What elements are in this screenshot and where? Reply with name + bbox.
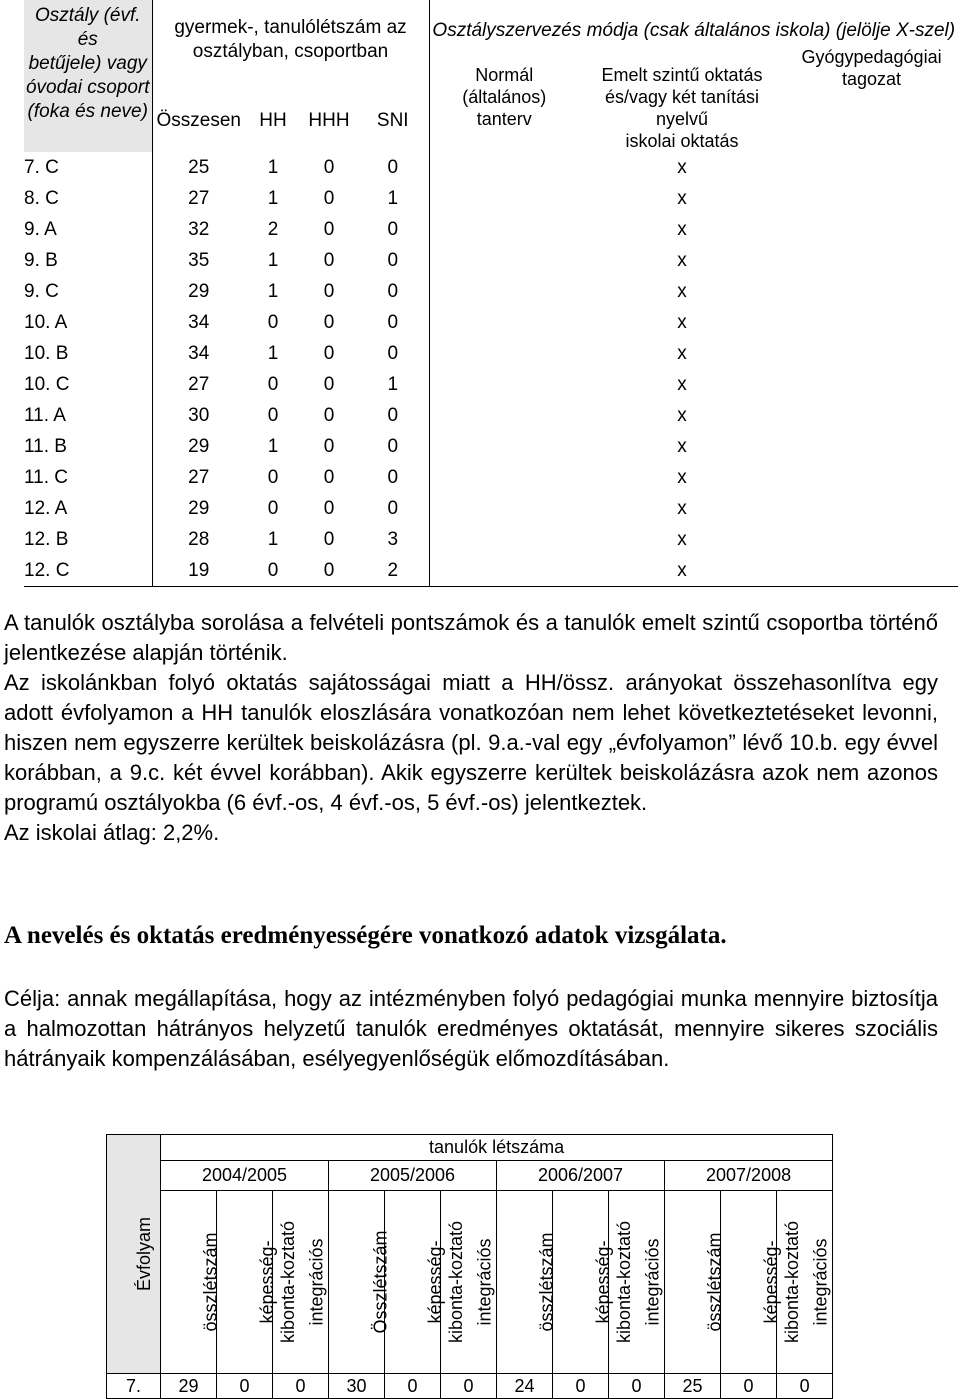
sni-cell: 0	[387, 497, 399, 519]
osszesen-cell: 32	[188, 218, 210, 240]
sni-cell: 0	[387, 280, 399, 302]
sni-cell: 1	[387, 373, 399, 395]
paragraph-line: A tanulók osztályba sorolása a felvételi pontszámok és a tanulók emelt szintű csoportba történő jelentkezése alapján történik.	[4, 610, 938, 665]
hhh-cell: 0	[323, 342, 335, 364]
header-tanulok-letszama: tanulók létszáma	[161, 1135, 833, 1161]
value-cell: 29	[161, 1374, 217, 1399]
class-label-cell: 12. B	[24, 524, 152, 555]
osszesen-cell: 27	[188, 373, 210, 395]
normal-cell	[429, 493, 579, 524]
value-cell: 0	[721, 1374, 777, 1399]
value-cell: 30	[329, 1374, 385, 1399]
hh-cell: 0	[267, 311, 279, 333]
hh-cell: 2	[267, 218, 279, 240]
subcolumn-header: összlétszám	[665, 1191, 721, 1374]
class-label-cell: 10. B	[24, 338, 152, 369]
normal-cell	[429, 152, 579, 183]
emelt-cell: x	[677, 497, 687, 519]
hh-cell: 1	[267, 249, 279, 271]
header-gyogypedagogiai: Gyógypedagógiai tagozat	[801, 47, 942, 89]
emelt-cell: x	[677, 187, 687, 209]
table-row	[24, 245, 958, 276]
emelt-cell: x	[579, 555, 785, 587]
value-cell: 0	[217, 1374, 273, 1399]
class-label-cell: 12. A	[24, 493, 152, 524]
header-normal: Normál (általános) tanterv	[429, 64, 579, 152]
emelt-cell: x	[677, 156, 687, 178]
table-row	[24, 431, 958, 462]
table-row	[24, 493, 958, 524]
hhh-cell: 0	[323, 249, 335, 271]
hh-cell: 1	[267, 528, 279, 550]
sni-cell: 3	[387, 528, 399, 550]
subcolumn-header: képesség- kibonta-koztató	[217, 1191, 273, 1374]
osszesen-cell: 29	[188, 280, 210, 302]
sni-cell: 0	[387, 466, 399, 488]
normal-cell	[429, 276, 579, 307]
emelt-cell: x	[677, 311, 687, 333]
header-osszesen: Összesen	[156, 110, 241, 131]
year-header: 2006/2007	[497, 1161, 665, 1191]
hhh-cell: 0	[301, 555, 357, 587]
emelt-cell: x	[677, 404, 687, 426]
hhh-cell: 0	[323, 404, 335, 426]
hhh-cell: 0	[323, 466, 335, 488]
class-label-cell: 10. C	[24, 369, 152, 400]
subcolumn-header: integrációs	[777, 1191, 833, 1374]
hh-cell: 1	[267, 156, 279, 178]
normal-cell	[429, 369, 579, 400]
sni-cell: 0	[387, 311, 399, 333]
gyogy-cell	[785, 524, 958, 555]
paragraph-line: Az iskolai átlag: 2,2%.	[4, 820, 220, 845]
table-row	[24, 555, 958, 587]
table-row	[24, 276, 958, 307]
emelt-cell: x	[677, 249, 687, 271]
emelt-cell: x	[677, 373, 687, 395]
gyogy-cell	[785, 183, 958, 214]
header-hh: HH	[259, 110, 287, 131]
subcolumn-header: összlétszám	[161, 1191, 217, 1374]
hh-cell: 0	[245, 555, 301, 587]
sni-cell: 0	[387, 404, 399, 426]
value-cell: 25	[665, 1374, 721, 1399]
emelt-cell: x	[677, 466, 687, 488]
class-label-cell: 7. C	[24, 152, 152, 183]
class-label-cell: 9. B	[24, 245, 152, 276]
normal-cell	[429, 338, 579, 369]
hhh-cell: 0	[323, 311, 335, 333]
subcolumn-header: képesség- kibonta-koztató	[385, 1191, 441, 1374]
hh-cell: 1	[267, 435, 279, 457]
subcolumn-header: integrációs	[609, 1191, 665, 1374]
class-label-cell: 9. C	[24, 276, 152, 307]
subcolumn-header: integrációs	[441, 1191, 497, 1374]
class-label-cell: 12. C	[24, 555, 152, 587]
table-row	[24, 338, 958, 369]
osszesen-cell: 25	[188, 156, 210, 178]
gyogy-cell	[785, 400, 958, 431]
paragraph-line: Az iskolánkban folyó oktatás sajátosságai miatt a HH/össz. arányokat összehasonlítva egy adott évfolyamon a HH tanulók eloszlására vonatkozóan nem lehet következtetéseket levonni, hiszen nem egyszerre kerültek beiskolázásra (pl. 9.a.-val egy „évfolyamon” lévő 10.b. egy évvel korábban, a 9.c. két évvel korábban). Akik egyszerre kerültek beiskolázásra azok nem azonos programú osztályokba (6 évf.-os, 4 évf.-os, 5 évf.-os) jelentkeztek.	[4, 670, 938, 815]
table-row	[24, 400, 958, 431]
class-placement-text	[4, 608, 938, 848]
table-row	[24, 524, 958, 555]
subcolumn-header: képesség- kibonta-koztató	[721, 1191, 777, 1374]
table-row	[24, 183, 958, 214]
osszesen-cell: 34	[188, 342, 210, 364]
table-row	[24, 307, 958, 338]
class-label-cell: 10. A	[24, 307, 152, 338]
gyogy-cell	[785, 152, 958, 183]
header-emelt: Emelt szintű oktatás és/vagy két tanítási nyelvű iskolai oktatás	[601, 65, 763, 151]
year-header: 2007/2008	[665, 1161, 833, 1191]
header-hhh: HHH	[308, 110, 350, 131]
hhh-cell: 0	[323, 187, 335, 209]
hh-cell: 0	[267, 373, 279, 395]
class-label-cell: 9. A	[24, 214, 152, 245]
hhh-cell: 0	[323, 373, 335, 395]
year-header: 2004/2005	[161, 1161, 329, 1191]
osszesen-cell: 29	[188, 497, 210, 519]
normal-cell	[429, 214, 579, 245]
normal-cell	[429, 462, 579, 493]
student-count-table	[106, 1134, 833, 1399]
osszesen-cell: 35	[188, 249, 210, 271]
hh-cell: 1	[267, 280, 279, 302]
gyogy-cell	[785, 338, 958, 369]
osszesen-cell: 27	[188, 466, 210, 488]
gyogy-cell	[785, 493, 958, 524]
gyogy-cell	[785, 214, 958, 245]
osszesen-cell: 30	[188, 404, 210, 426]
subcolumn-header: Összlétszám	[329, 1191, 385, 1374]
emelt-cell: x	[677, 528, 687, 550]
sni-cell: 2	[357, 555, 429, 587]
value-cell: 0	[385, 1374, 441, 1399]
sni-cell: 1	[387, 187, 399, 209]
osszesen-cell: 19	[152, 555, 245, 587]
value-cell: 0	[609, 1374, 665, 1399]
normal-cell	[429, 555, 579, 587]
value-cell: 0	[273, 1374, 329, 1399]
normal-cell	[429, 524, 579, 555]
header-evfolyam: Évfolyam	[107, 1135, 161, 1374]
hhh-cell: 0	[323, 280, 335, 302]
normal-cell	[429, 183, 579, 214]
year-header: 2005/2006	[329, 1161, 497, 1191]
hhh-cell: 0	[323, 156, 335, 178]
sni-cell: 0	[387, 342, 399, 364]
table-row	[24, 462, 958, 493]
class-label-cell: 11. C	[24, 462, 152, 493]
table-row	[24, 369, 958, 400]
emelt-cell: x	[677, 280, 687, 302]
gyogy-cell	[785, 307, 958, 338]
class-label-cell: 8. C	[24, 183, 152, 214]
table-row	[24, 214, 958, 245]
hh-cell: 0	[267, 497, 279, 519]
sni-cell: 0	[387, 156, 399, 178]
emelt-cell: x	[677, 342, 687, 364]
section-heading: A nevelés és oktatás eredményességére vonatkozó adatok vizsgálata.	[4, 922, 727, 949]
hh-cell: 0	[267, 404, 279, 426]
normal-cell	[429, 400, 579, 431]
sni-cell: 0	[387, 218, 399, 240]
gyogy-cell	[785, 276, 958, 307]
value-cell: 0	[553, 1374, 609, 1399]
gyogy-cell	[785, 555, 958, 587]
normal-cell	[429, 431, 579, 462]
subcolumn-header: összlétszám	[497, 1191, 553, 1374]
header-sni: SNI	[376, 110, 409, 131]
hh-cell: 1	[267, 187, 279, 209]
class-label-cell: 11. A	[24, 400, 152, 431]
hhh-cell: 0	[323, 497, 335, 519]
value-cell: 0	[441, 1374, 497, 1399]
osszesen-cell: 34	[188, 311, 210, 333]
class-composition-table	[24, 0, 958, 587]
header-organisation: Osztályszervezés módja (csak általános iskola) (jelölje X-szel)	[429, 0, 958, 64]
osszesen-cell: 27	[188, 187, 210, 209]
goal-text: Célja: annak megállapítása, hogy az intézményben folyó pedagógiai munka mennyire biztosítja a halmozottan hátrányos helyzetű tanulók eredményes oktatását, mennyire sikeres szociális hátrányaik kompenzálásában, esélyegyenlőségük előmozdításában.	[4, 986, 938, 1071]
header-class: Osztály (évf. és betűjele) vagy óvodai csoport (foka és neve)	[24, 0, 152, 152]
hhh-cell: 0	[323, 528, 335, 550]
emelt-cell: x	[677, 218, 687, 240]
class-label-cell: 11. B	[24, 431, 152, 462]
hhh-cell: 0	[323, 435, 335, 457]
hhh-cell: 0	[323, 218, 335, 240]
osszesen-cell: 28	[188, 528, 210, 550]
table-row	[24, 152, 958, 183]
subcolumn-header: képesség- kibonta-koztató	[553, 1191, 609, 1374]
normal-cell	[429, 307, 579, 338]
emelt-cell: x	[677, 435, 687, 457]
gyogy-cell	[785, 369, 958, 400]
value-cell: 0	[777, 1374, 833, 1399]
hh-cell: 0	[267, 466, 279, 488]
value-cell: 24	[497, 1374, 553, 1399]
gyogy-cell	[785, 431, 958, 462]
grade-label-cell: 7.	[107, 1374, 161, 1399]
osszesen-cell: 29	[188, 435, 210, 457]
sni-cell: 0	[387, 249, 399, 271]
subcolumn-header: integrációs	[273, 1191, 329, 1374]
hh-cell: 1	[267, 342, 279, 364]
sni-cell: 0	[387, 435, 399, 457]
normal-cell	[429, 245, 579, 276]
gyogy-cell	[785, 462, 958, 493]
gyogy-cell	[785, 245, 958, 276]
header-count-group: gyermek-, tanulólétszám az osztályban, csoportban	[174, 17, 407, 62]
